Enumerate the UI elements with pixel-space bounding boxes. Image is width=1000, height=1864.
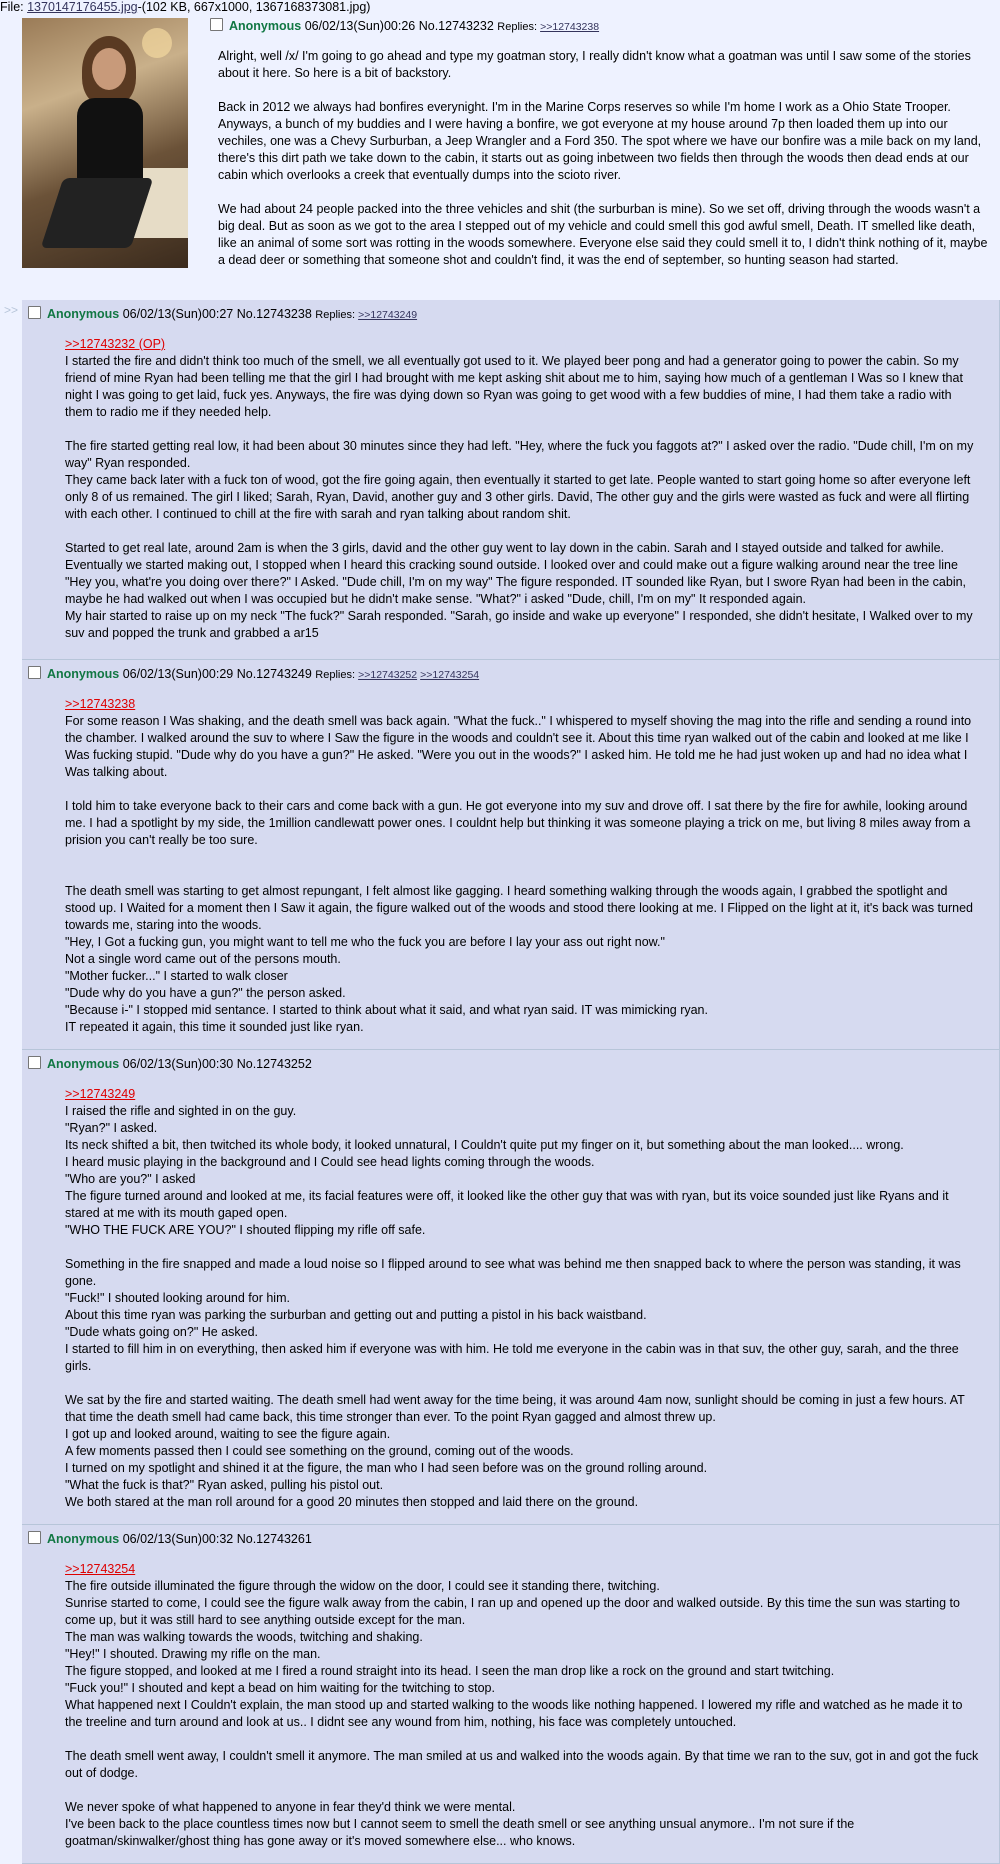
post-number[interactable]: No.12743252 <box>236 1057 312 1071</box>
post-datetime: 06/02/13(Sun)00:30 <box>122 1057 234 1071</box>
message-line: I started to fill him in on everything, then asked him if everyone was with him. He told me everyone in the cabin was in that suv, the other guy, sarah, and the three girls. <box>65 1342 959 1373</box>
replies-label: Replies: <box>315 669 356 681</box>
paragraph-gap <box>65 1375 980 1392</box>
paragraph-gap <box>65 849 980 866</box>
quote-link[interactable]: >>12743238 <box>65 697 136 711</box>
file-info <box>0 0 370 15</box>
quote-link[interactable]: >>12743249 <box>65 1087 136 1101</box>
message-line: The fire started getting real low, it had been about 30 minutes since they had left. "Hey, where the fuck you faggots at?" I asked over the radio. "Dude chill, I'm on my way" Ryan responded. <box>65 439 974 470</box>
post-header <box>28 306 417 323</box>
message-line: "Because i-" I stopped mid sentance. I started to think about what it said, and what ryan said. IT was mimicking ryan. <box>65 1003 708 1017</box>
paragraph-gap <box>65 1782 980 1799</box>
reply-link[interactable]: >>12743238 <box>540 21 600 33</box>
poster-name: Anonymous <box>47 307 120 321</box>
op-paragraph: Alright, well /x/ I'm going to go ahead and type my goatman story, I really didn't know what a goatman was until I saw some of the stories about it here. So here is a bit of backstory. <box>218 49 971 80</box>
reply-link[interactable]: >>12743254 <box>420 669 480 681</box>
post-number[interactable]: No.12743238 <box>236 307 312 321</box>
message-line: I started the fire and didn't think too much of the smell, we all eventually got used to it. We played beer pong and had a generator going to power the cabin. So my friend of mine Ryan had been telling me that the girl I had brought with me kept asking shit about me to him, saying how much of a gentleman I Was so I knew that night I was going to get laid, fuck yes. Anyways, the fire was dying down so Ryan was going to get wood with a few buddies of mine, I had them take a radio with them to radio me if they needed help. <box>65 354 963 419</box>
post-header <box>28 1056 312 1072</box>
message-line: "Who are you?" I asked <box>65 1172 196 1186</box>
message-line: My hair started to raise up on my neck "The fuck?" Sarah responded. "Sarah, go inside and wake up everyone" I responded, she didn't hesitate, I Walked over to my suv and popped the trunk and grabbed a ar15 <box>65 609 973 640</box>
reply-post <box>22 1525 1000 1864</box>
message-line: I heard music playing in the background and I Could see head lights coming through the woods. <box>65 1155 595 1169</box>
post-message <box>65 696 980 1036</box>
message-line: "Hey, I Got a fucking gun, you might want to tell me who the fuck you are before I lay your ass out right now." <box>65 935 665 949</box>
paragraph-gap <box>65 421 980 438</box>
post-datetime: 06/02/13(Sun)00:32 <box>122 1532 234 1546</box>
message-line: I told him to take everyone back to their cars and come back with a gun. He got everyone into my suv and drove off. I sat there by the fire for awhile, looking around me. I had a spotlight by my side, the 1million candlewatt power ones. I couldnt help but thinking it was someone playing a trick on me, but living 8 miles away from a prision you can't really be too sure. <box>65 799 971 847</box>
message-line: I turned on my spotlight and shined it at the figure, the man who I had seen before was on the ground rolling around. <box>65 1461 708 1475</box>
message-line: The fire outside illuminated the figure through the widow on the door, I could see it standing there, twitching. <box>65 1579 660 1593</box>
message-line: Sunrise started to come, I could see the figure walk away from the cabin, I ran up and opened up the door and walked outside. By this time the sun was starting to come up, but it was still hard to see anything outside except for the man. <box>65 1596 960 1627</box>
quote-link[interactable]: >>12743232 (OP) <box>65 337 166 351</box>
message-line: "Hey!" I shouted. Drawing my rifle on the man. <box>65 1647 321 1661</box>
op-datetime: 06/02/13(Sun)00:26 <box>304 19 416 33</box>
message-line: The figure turned around and looked at me, its facial features were off, it looked like the other guy that was with ryan, but its voice sounded just like Ryans and it stared at me with its mouth gaped open. <box>65 1189 949 1220</box>
file-link[interactable]: 1370147176455.jpg <box>27 0 138 14</box>
message-line: "What the fuck is that?" Ryan asked, pulling his pistol out. <box>65 1478 384 1492</box>
post-replies <box>315 669 479 681</box>
message-line: IT repeated it again, this time it sounded just like ryan. <box>65 1020 364 1034</box>
message-line: Something in the fire snapped and made a loud noise so I flipped around to see what was behind me then snapped back to where the person was standing, it was gone. <box>65 1257 961 1288</box>
paragraph-gap <box>65 523 980 540</box>
post-number[interactable]: No.12743261 <box>236 1532 312 1546</box>
message-line: "Fuck!" I shouted looking around for him. <box>65 1291 290 1305</box>
side-arrows: >> <box>4 303 19 317</box>
message-line: "Mother fucker..." I started to walk closer <box>65 969 288 983</box>
post-number[interactable]: No.12743249 <box>236 667 312 681</box>
message-line: "WHO THE FUCK ARE YOU?" I shouted flipping my rifle off safe. <box>65 1223 426 1237</box>
message-line: We never spoke of what happened to anyone in fear they'd think we were mental. <box>65 1800 516 1814</box>
op-poster-name: Anonymous <box>229 19 302 33</box>
op-paragraph: We had about 24 people packed into the three vehicles and shit (the surburban is mine). So we set off, driving through the woods wasn't a big deal. But as soon as we got to the area I stepped out of my vehicle and could smell this god awful smell, Death. IT smelled like death, like an animal of some sort was rotting in the woods somewhere. Everyone else said they could smell it to, I didn't think nothing of it, maybe a dead deer or something that someone shot and couldn't find, it was the end of september, so hunting season had started. <box>218 202 988 267</box>
paragraph-gap <box>65 781 980 798</box>
post-message <box>65 1561 980 1850</box>
message-line: What happened next I Couldn't explain, the man stood up and started walking to the woods like nothing happened. I lowered my rifle and watched as he made it to the treeline and turn around and look at us.. I didnt see any wound from him, nothing, his face was completely untouched. <box>65 1698 963 1729</box>
message-line: Not a single word came out of the persons mouth. <box>65 952 341 966</box>
post-checkbox[interactable] <box>28 666 41 679</box>
message-line: "Fuck you!" I shouted and kept a bead on him waiting for the twitching to stop. <box>65 1681 495 1695</box>
message-line: We both stared at the man roll around for a good 20 minutes then stopped and laid there on the ground. <box>65 1495 639 1509</box>
post-replies <box>315 309 417 321</box>
post-message <box>65 1086 980 1511</box>
file-prefix: File: <box>0 0 28 14</box>
post-header <box>28 666 479 683</box>
replies-label: Replies: <box>497 21 538 33</box>
reply-link[interactable]: >>12743249 <box>358 309 418 321</box>
poster-name: Anonymous <box>47 1057 120 1071</box>
reply-link[interactable]: >>12743252 <box>358 669 418 681</box>
message-line: About this time ryan was parking the surburban and getting out and putting a pistol in his back waistband. <box>65 1308 647 1322</box>
message-line: The figure stopped, and looked at me I fired a round straight into its head. I seen the man drop like a rock on the ground and start twitching. <box>65 1664 835 1678</box>
message-line: I raised the rifle and sighted in on the guy. <box>65 1104 297 1118</box>
message-line: "Ryan?" I asked. <box>65 1121 158 1135</box>
message-line: "Dude whats going on?" He asked. <box>65 1325 259 1339</box>
op-post-number[interactable]: No.12743232 <box>418 19 494 33</box>
paragraph-gap <box>65 866 980 883</box>
message-line: I've been back to the place countless times now but I cannot seem to smell the death smell or see anything unsual anymore.. I'm not sure if the goatman/skinwalker/ghost thing has gone away or it's moved somewhere else... who knows. <box>65 1817 855 1848</box>
message-line: I got up and looked around, waiting to see the figure again. <box>65 1427 391 1441</box>
file-details: -(102 KB, 667x1000, 1367168373081.jpg) <box>137 0 371 14</box>
message-line: Its neck shifted a bit, then twitched its whole body, it looked unnatural, I Couldn't quite put my finger on it, but something about the man looked.... wrong. <box>65 1138 904 1152</box>
op-paragraph: Back in 2012 we always had bonfires everynight. I'm in the Marine Corps reserves so while I'm home I work as a Ohio State Trooper. Anyways, a bunch of my buddies and I were having a bonfire, we got everyone at my house around 7p then loaded them up into our vechiles, one was a Chevy Surburban, a Jeep Wrangler and a Ford 350. The spot where we have our bonfire was a mile back on my land, there's this dirt path we take down to the cabin, it starts out as going inbetween two fields then through the woods then dead ends at our cabin which overlooks a creek that eventually dumps into the scioto river. <box>218 100 982 182</box>
poster-name: Anonymous <box>47 1532 120 1546</box>
paragraph-gap <box>65 1239 980 1256</box>
message-line: The man was walking towards the woods, twitching and shaking. <box>65 1630 423 1644</box>
message-line: We sat by the fire and started waiting. The death smell had went away for the time being, it was around 4am now, sunlight should be coming in just a few hours. AT that time the death smell had came back, this time stronger than ever. To the point Ryan gagged and almost threw up. <box>65 1393 965 1424</box>
replies-label: Replies: <box>315 309 356 321</box>
message-line: "Dude why do you have a gun?" the person asked. <box>65 986 346 1000</box>
message-line: The death smell went away, I couldn't smell it anymore. The man smiled at us and walked into the woods again. By that time we ran to the suv, got in and got the fuck out of dodge. <box>65 1749 979 1780</box>
op-image-thumbnail[interactable] <box>22 18 188 268</box>
paragraph-gap <box>65 1731 980 1748</box>
lamp-shape <box>142 28 172 58</box>
post-datetime: 06/02/13(Sun)00:29 <box>122 667 234 681</box>
op-replies <box>497 21 599 33</box>
dress-shape <box>77 98 143 188</box>
message-line: Started to get real late, around 2am is when the 3 girls, david and the other guy went to lay down in the cabin. Sarah and I stayed outside and talked for awhile. Eventually we started making out, I stopped when I heard this cracking sound outside. I looked over and could make out a figure walking around near the tree line "Hey you, what're you doing over there?" I Asked. "Dude chill, I'm on my way" The figure responded. IT sounded like Ryan, but I swore Ryan had been in the cabin, maybe he had walked out when I was occupied but he didn't make sense. "What?" i asked "Dude, chill, I'm on my" It responded again. <box>65 541 967 606</box>
message-line: A few moments passed then I could see something on the ground, coming out of the woods. <box>65 1444 574 1458</box>
poster-name: Anonymous <box>47 667 120 681</box>
reply-post <box>22 300 1000 660</box>
op-header <box>210 18 599 35</box>
post-checkbox[interactable] <box>28 306 41 319</box>
op-message <box>218 48 993 286</box>
reply-post <box>22 1050 1000 1525</box>
post-message <box>65 336 980 642</box>
message-line: They came back later with a fuck ton of wood, got the fire going again, then eventually it started to get late. People wanted to start going home so after everyone left only 8 of us remained. The girl I liked; Sarah, Ryan, David, another guy and 3 other girls. David, The other guy and the girls were wasted as fuck and were all flirting with each other. I continued to chill at the fire with sarah and ryan talking about random shit. <box>65 473 971 521</box>
reply-post <box>22 660 1000 1050</box>
post-datetime: 06/02/13(Sun)00:27 <box>122 307 234 321</box>
quote-link[interactable]: >>12743254 <box>65 1562 136 1576</box>
message-line: For some reason I Was shaking, and the death smell was back again. "What the fuck.." I whispered to myself shoving the mag into the rifle and sending a round into the chamber. I walked around the suv to where I Saw the figure in the woods and couldn't see it. About this time ryan walked out of the cabin and looked at me like I Was fucking stupid. "Dude why do you have a gun?" He asked. "Were you out in the woods?" I asked him. He told me he had just woken up and had no idea what I Was talking about. <box>65 714 972 779</box>
post-checkbox[interactable] <box>28 1531 41 1544</box>
post-header <box>28 1531 312 1547</box>
op-checkbox[interactable] <box>210 18 223 31</box>
message-line: The death smell was starting to get almost repungant, I felt almost like gagging. I heard something walking through the woods again, I grabbed the spotlight and stood up. I Waited for a moment then I Saw it again, the figure walked out of the woods and stood there looking at me. I Flipped on the light at it, it's back was turned towards me, staring into the woods. <box>65 884 973 932</box>
post-checkbox[interactable] <box>28 1056 41 1069</box>
face-shape <box>92 48 126 90</box>
